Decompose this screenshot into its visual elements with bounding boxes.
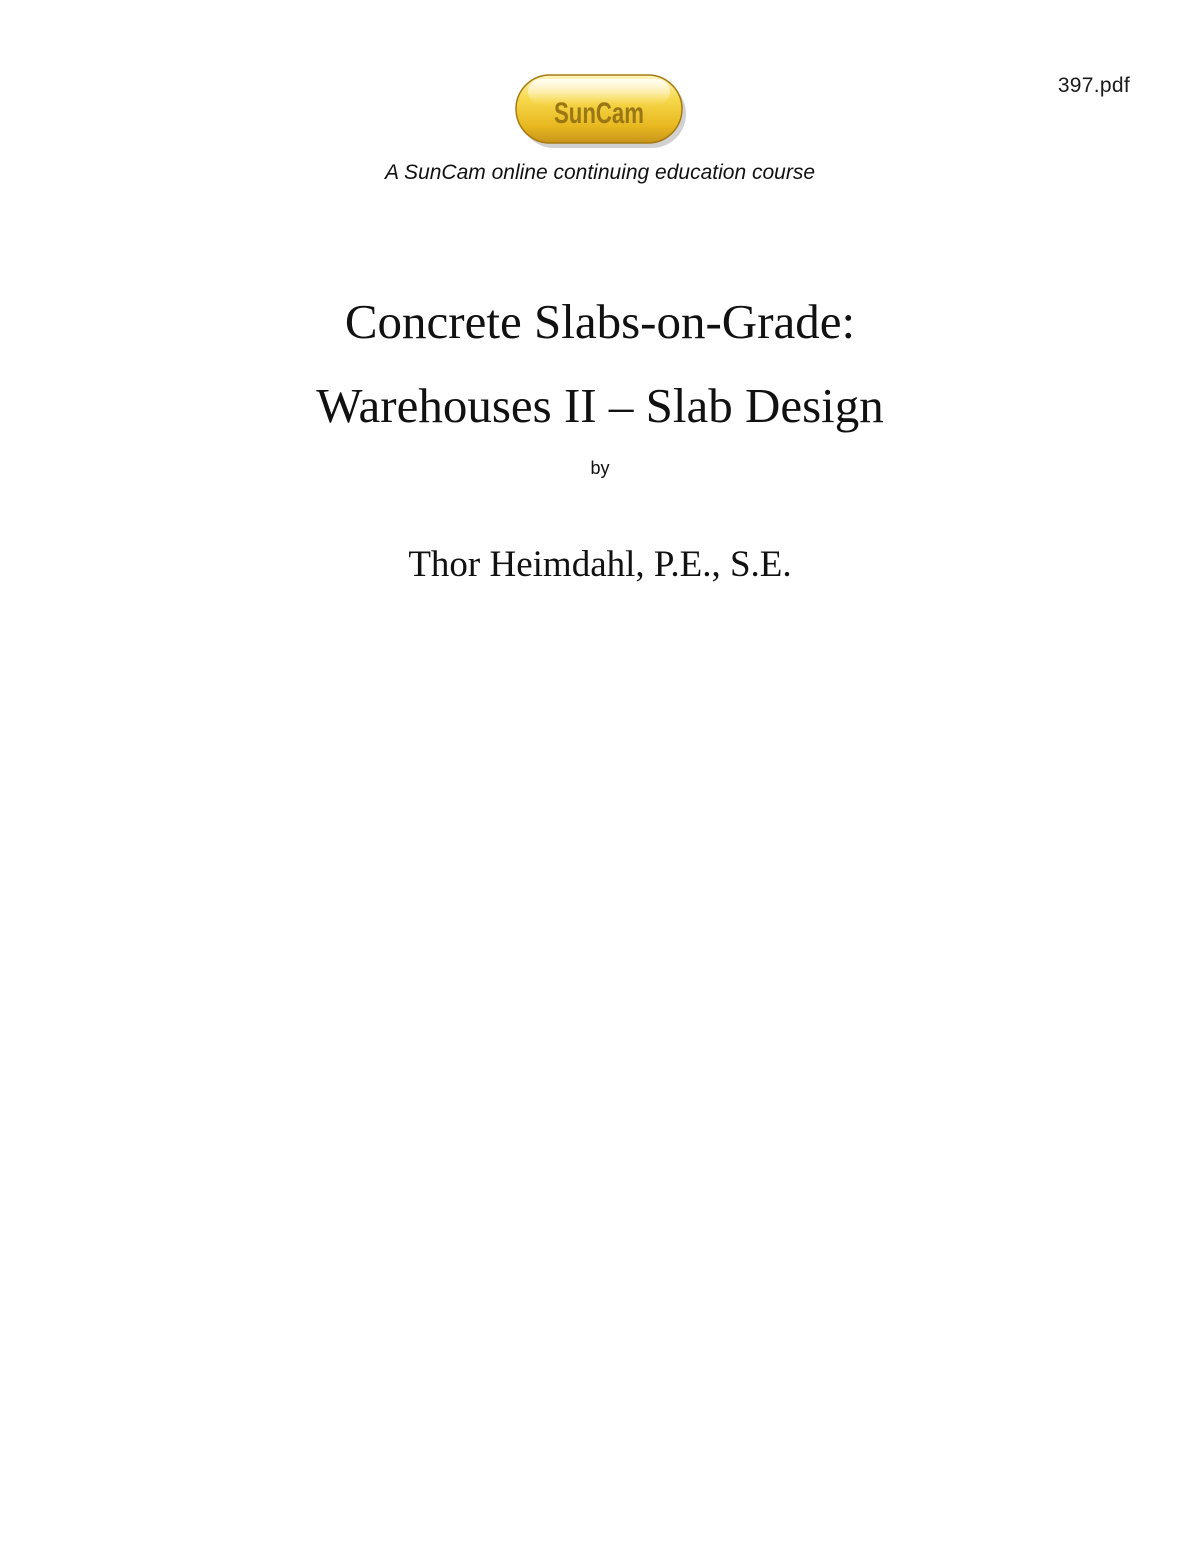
course-tagline: A SunCam online continuing education course [385, 161, 815, 184]
suncam-logo [514, 72, 690, 152]
byline: by [590, 458, 610, 478]
suncam-logo-graphic [514, 72, 690, 152]
document-title-line-1: Concrete Slabs-on-Grade: [344, 294, 856, 349]
document-title-line-2: Warehouses II – Slab Design [316, 378, 884, 433]
author-name: Thor Heimdahl, P.E., S.E. [408, 544, 792, 585]
logo-wordmark: SunCam [554, 97, 644, 130]
file-identifier: 397.pdf [1057, 74, 1130, 97]
